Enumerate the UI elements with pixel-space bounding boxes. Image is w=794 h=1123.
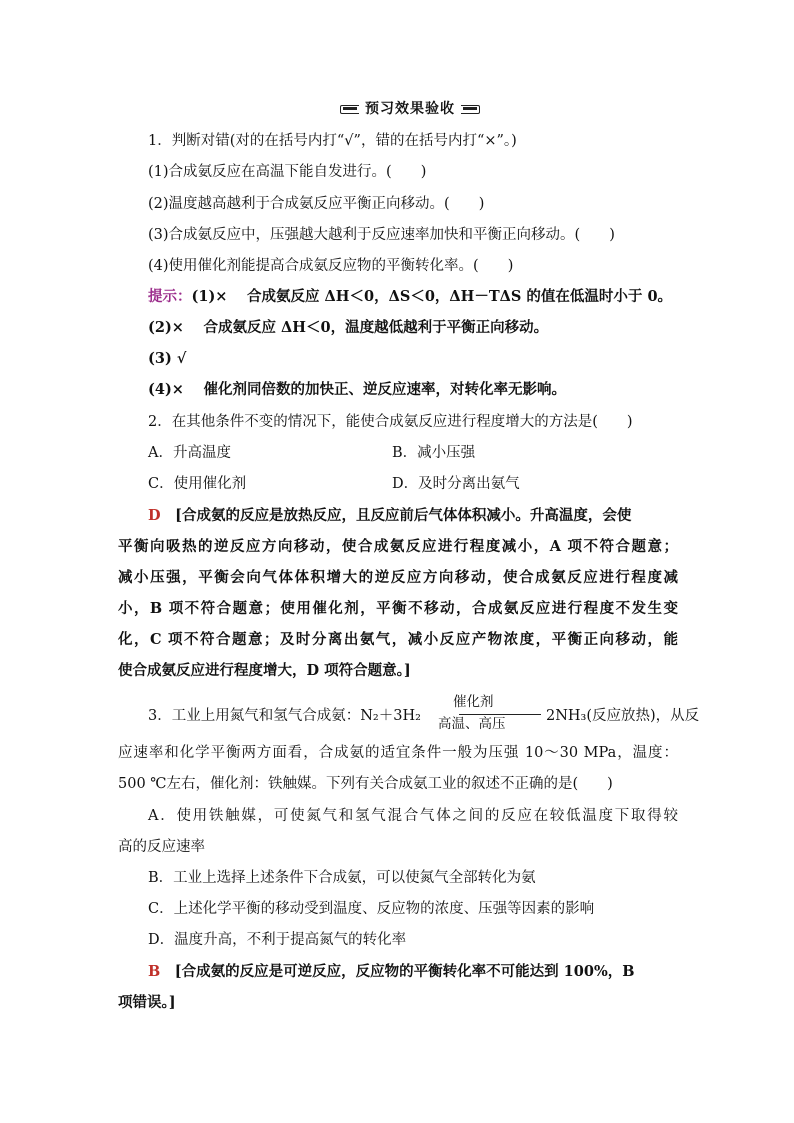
hint-label: 提示： (148, 288, 192, 305)
q3-option-c: C．上述化学平衡的移动受到温度、反应物的浓度、压强等因素的影响 (148, 901, 595, 917)
q3-option-a-line-2: 高的反应速率 (118, 839, 205, 855)
reaction-condition-temp-pressure: 高温、高压 (438, 716, 506, 732)
q1-hint-3: (3) √ (148, 350, 187, 367)
q2-analysis-line-5: 化，C 项不符合题意；及时分离出氨气，减小反应产物浓度，平衡正向移动，能 (118, 631, 678, 648)
section-heading (340, 98, 480, 118)
q3-answer-letter: B (148, 963, 161, 980)
q2-analysis-text-1: [合成氨的反应是放热反应，且反应前后气体体积减小。升高温度，会使 (175, 507, 632, 524)
q3-option-d: D．温度升高，不利于提高氮气的转化率 (148, 932, 407, 948)
section-heading-text: 预习效果验收 (359, 98, 461, 118)
q1-item-2: (2)温度越高越利于合成氨反应平衡正向移动。( ) (148, 196, 485, 212)
q2-analysis-line-6: 使合成氨反应进行程度增大，D 项符合题意。] (118, 662, 411, 679)
q1-hint-1-row (148, 287, 672, 307)
q2-option-a: A．升高温度 (148, 445, 231, 461)
q3-option-b: B．工业上选择上述条件下合成氨，可以使氮气全部转化为氨 (148, 870, 536, 886)
reaction-condition-catalyst: 催化剂 (453, 694, 494, 710)
q1-item-1: (1)合成氨反应在高温下能自发进行。( ) (148, 164, 427, 180)
q1-stem: 1．判断对错(对的在括号内打“√”，错的在括号内打“×”。) (148, 133, 517, 149)
q1-hint-1: (1)× 合成氨反应 ΔH＜0，ΔS＜0，ΔH－TΔS 的值在低温时小于 0。 (191, 288, 673, 305)
q3-stem-reaction (148, 690, 700, 734)
q3-stem-prefix: 3．工业上用氮气和氢气合成氨：N₂＋3H₂ (148, 708, 421, 724)
q3-analysis-line-2: 项错误。] (118, 994, 176, 1011)
q2-analysis-line-2: 平衡向吸热的逆反应方向移动，使合成氨反应进行程度减小，A 项不符合题意； (118, 538, 678, 555)
q1-item-4: (4)使用催化剂能提高合成氨反应物的平衡转化率。( ) (148, 258, 514, 274)
q3-option-a-line-1: A．使用铁触媒，可使氮气和氢气混合气体之间的反应在较低温度下取得较 (148, 808, 678, 824)
q2-option-b: B．减小压强 (392, 445, 476, 461)
q1-hint-4: (4)× 催化剂同倍数的加快正、逆反应速率，对转化率无影响。 (148, 381, 567, 398)
q3-stem-suffix: 2NH₃(反应放热)，从反 (546, 708, 700, 724)
q2-analysis-line-3: 减小压强，平衡会向气体体积增大的逆反应方向移动，使合成氨反应进行程度减 (118, 569, 678, 586)
q2-analysis-line-4: 小，B 项不符合题意；使用催化剂，平衡不移动，合成氨反应进行程度不发生变 (118, 600, 678, 617)
q2-option-d: D．及时分离出氨气 (392, 476, 520, 492)
q2-analysis-line-1 (148, 506, 678, 526)
q2-stem: 2．在其他条件不变的情况下，能使合成氨反应进行程度增大的方法是( ) (148, 414, 633, 430)
q1-hint-2: (2)× 合成氨反应 ΔH＜0，温度越低越利于平衡正向移动。 (148, 319, 549, 336)
q3-analysis-text-1: [合成氨的反应是可逆反应，反应物的平衡转化率不可能达到 100%，B (174, 963, 635, 980)
q2-answer-letter: D (148, 507, 161, 524)
q3-analysis-line-1 (148, 962, 678, 982)
q3-stem-line-2: 应速率和化学平衡两方面看，合成氨的适宜条件一般为压强 10～30 MPa，温度： (118, 745, 678, 761)
q3-stem-line-3: 500 ℃左右，催化剂：铁触媒。下列有关合成氨工业的叙述不正确的是( ) (118, 776, 613, 792)
q1-item-3: (3)合成氨反应中，压强越大越利于反应速率加快和平衡正向移动。( ) (148, 227, 615, 243)
q2-option-c: C．使用催化剂 (148, 476, 247, 492)
